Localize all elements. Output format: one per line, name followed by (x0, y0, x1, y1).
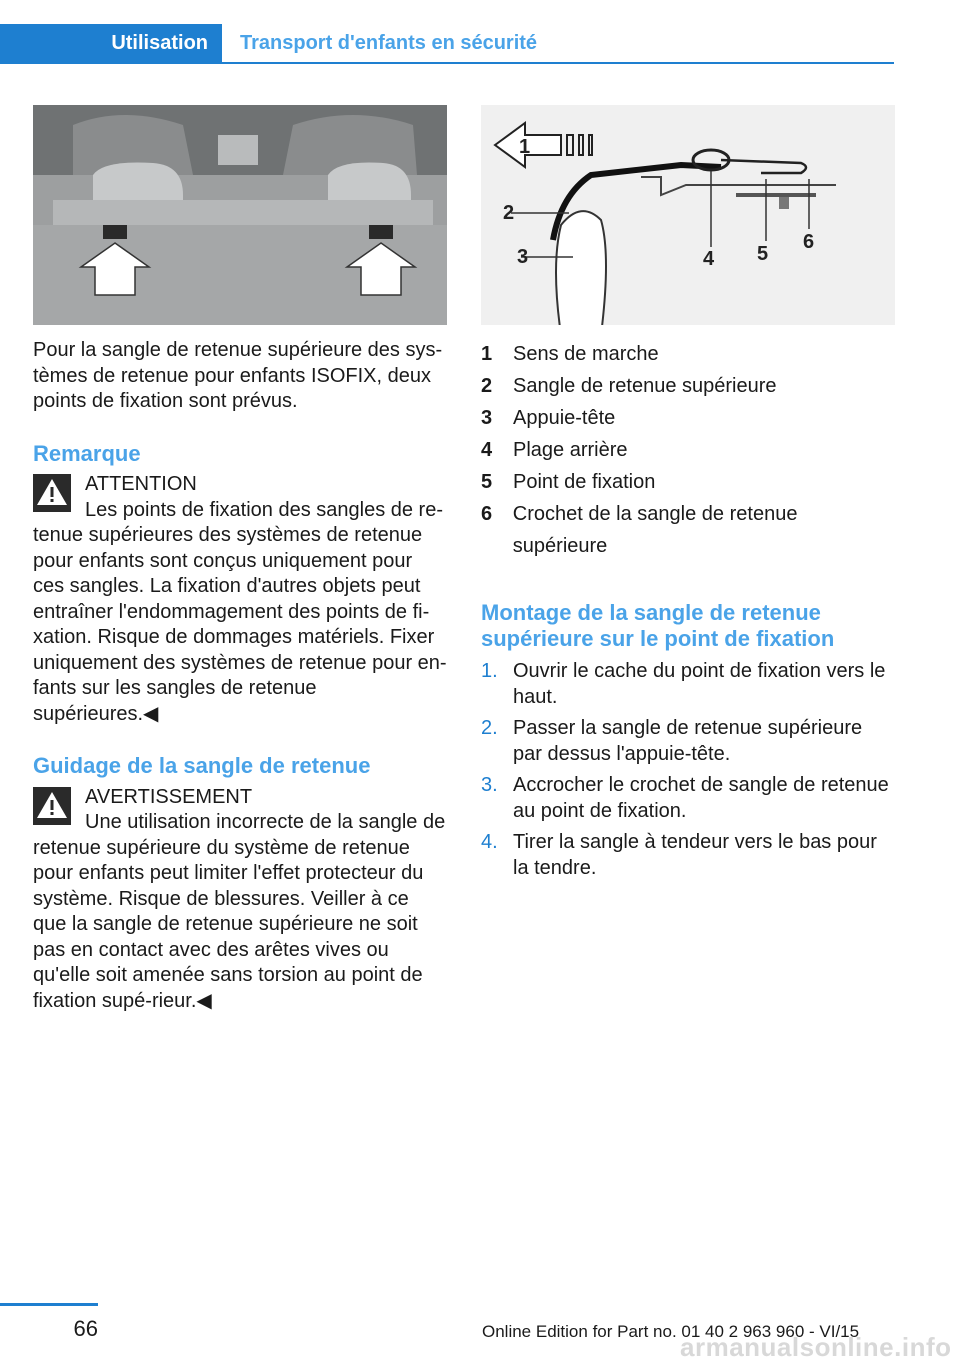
right-column (481, 338, 895, 887)
legend-item (481, 370, 895, 402)
remark-title: Remarque (33, 440, 141, 466)
step-item (481, 716, 895, 767)
warning-triangle-icon (33, 787, 71, 825)
legend-number: 2 (481, 375, 493, 397)
legend-number: 4 (481, 439, 493, 461)
legend-number: 1 (481, 343, 493, 365)
step-number: 1. (481, 660, 498, 682)
legend-number: 5 (481, 471, 493, 493)
left-column (33, 338, 447, 1014)
section-tab[interactable]: Transport d'enfants en sécurité (240, 31, 538, 54)
tether-diagram-illustration (481, 105, 895, 325)
legend-item (481, 466, 895, 498)
legend-number: 6 (481, 503, 493, 525)
footer-rule (0, 1303, 98, 1306)
legend-item (481, 498, 895, 562)
tether-diagram (481, 105, 895, 325)
page-number: 66 (73, 1316, 98, 1341)
legend-text: Sens de marche (513, 343, 659, 365)
legend-text: Plage arrière (513, 439, 628, 461)
diagram-label-1: 1 (519, 136, 531, 158)
legend-text: Appuie-tête (513, 407, 616, 429)
step-text: Accrocher le crochet de sangle de retenue au point de fixation. (513, 774, 889, 822)
warning-heading: AVERTISSEMENT (85, 785, 253, 808)
legend-text: Crochet de la sangle de retenue supérieure (512, 503, 798, 557)
step-item (481, 830, 895, 881)
legend-item (481, 402, 895, 434)
mounting-title: Montage de la sangle de retenue supérieure sur le point de fixation (481, 600, 835, 651)
diagram-label-5: 5 (757, 243, 769, 265)
guidance-title: Guidage de la sangle de retenue (33, 753, 371, 778)
step-item (481, 659, 895, 710)
legend-text: Point de fixation (513, 471, 656, 493)
step-number: 3. (481, 774, 498, 796)
chapter-tab[interactable]: Utilisation (0, 24, 222, 62)
legend-item (481, 434, 895, 466)
legend-number: 3 (481, 407, 493, 429)
step-text: Passer la sangle de retenue supérieure par dessus l'appuie-tête. (513, 717, 863, 765)
edition-text: Online Edition for Part no. 01 40 2 963 960 - VI/15 (482, 1322, 860, 1341)
step-text: Tirer la sangle à tendeur vers le bas pour la tendre. (513, 831, 877, 879)
step-number: 4. (481, 831, 498, 853)
diagram-label-6: 6 (803, 231, 815, 253)
attention-text: tenue supérieures des systèmes de retenue pour enfants sont conçus uniquement pour ces sangles. La fixation d'autres objets peut entraîner l'endommagement des points de fi-xation. Risque de dommages matériels. Fixer uniquement des systèmes de retenue pour en-fants sur les sangles de retenue supérieures.◀ (33, 524, 447, 725)
legend-text: Sangle de retenue supérieure (513, 375, 777, 397)
attention-line-1: Les points de fixation des sangles de re- (85, 498, 443, 521)
trunk-anchor-photo (33, 105, 447, 325)
diagram-label-2: 2 (503, 202, 515, 224)
step-number: 2. (481, 717, 498, 739)
legend-item (481, 338, 895, 370)
warning-line-1: Une utilisation incorrecte de la sangle de (85, 811, 446, 833)
attention-block (33, 472, 447, 727)
page-header (0, 24, 894, 64)
diagram-legend (481, 338, 895, 562)
diagram-label-4: 4 (703, 248, 715, 270)
warning-triangle-icon (33, 474, 71, 512)
attention-body (33, 498, 447, 728)
warning-body (33, 810, 447, 1014)
warning-block (33, 785, 447, 1015)
step-text: Ouvrir le cache du point de fixation vers le haut. (513, 660, 886, 708)
diagram-label-3: 3 (517, 246, 529, 268)
intro-paragraph: Pour la sangle de retenue supérieure des sys-tèmes de retenue pour enfants ISOFIX, deux points de fixation sont prévus. (33, 339, 443, 412)
step-item (481, 773, 895, 824)
trunk-photo-illustration (33, 105, 447, 325)
mounting-steps (481, 659, 895, 881)
warning-text: retenue supérieure du système de retenue pour enfants peut limiter l'effet protecteur du système. Risque de blessures. Veiller à ce que la sangle de retenue supérieure ne soit pas en contact avec des arêtes vives ou qu'elle soit amenée sans torsion au point de fixation supé-rieur.◀ (33, 836, 424, 1012)
watermark: armanualsonline.info (680, 1332, 952, 1362)
attention-heading: ATTENTION (85, 473, 197, 495)
